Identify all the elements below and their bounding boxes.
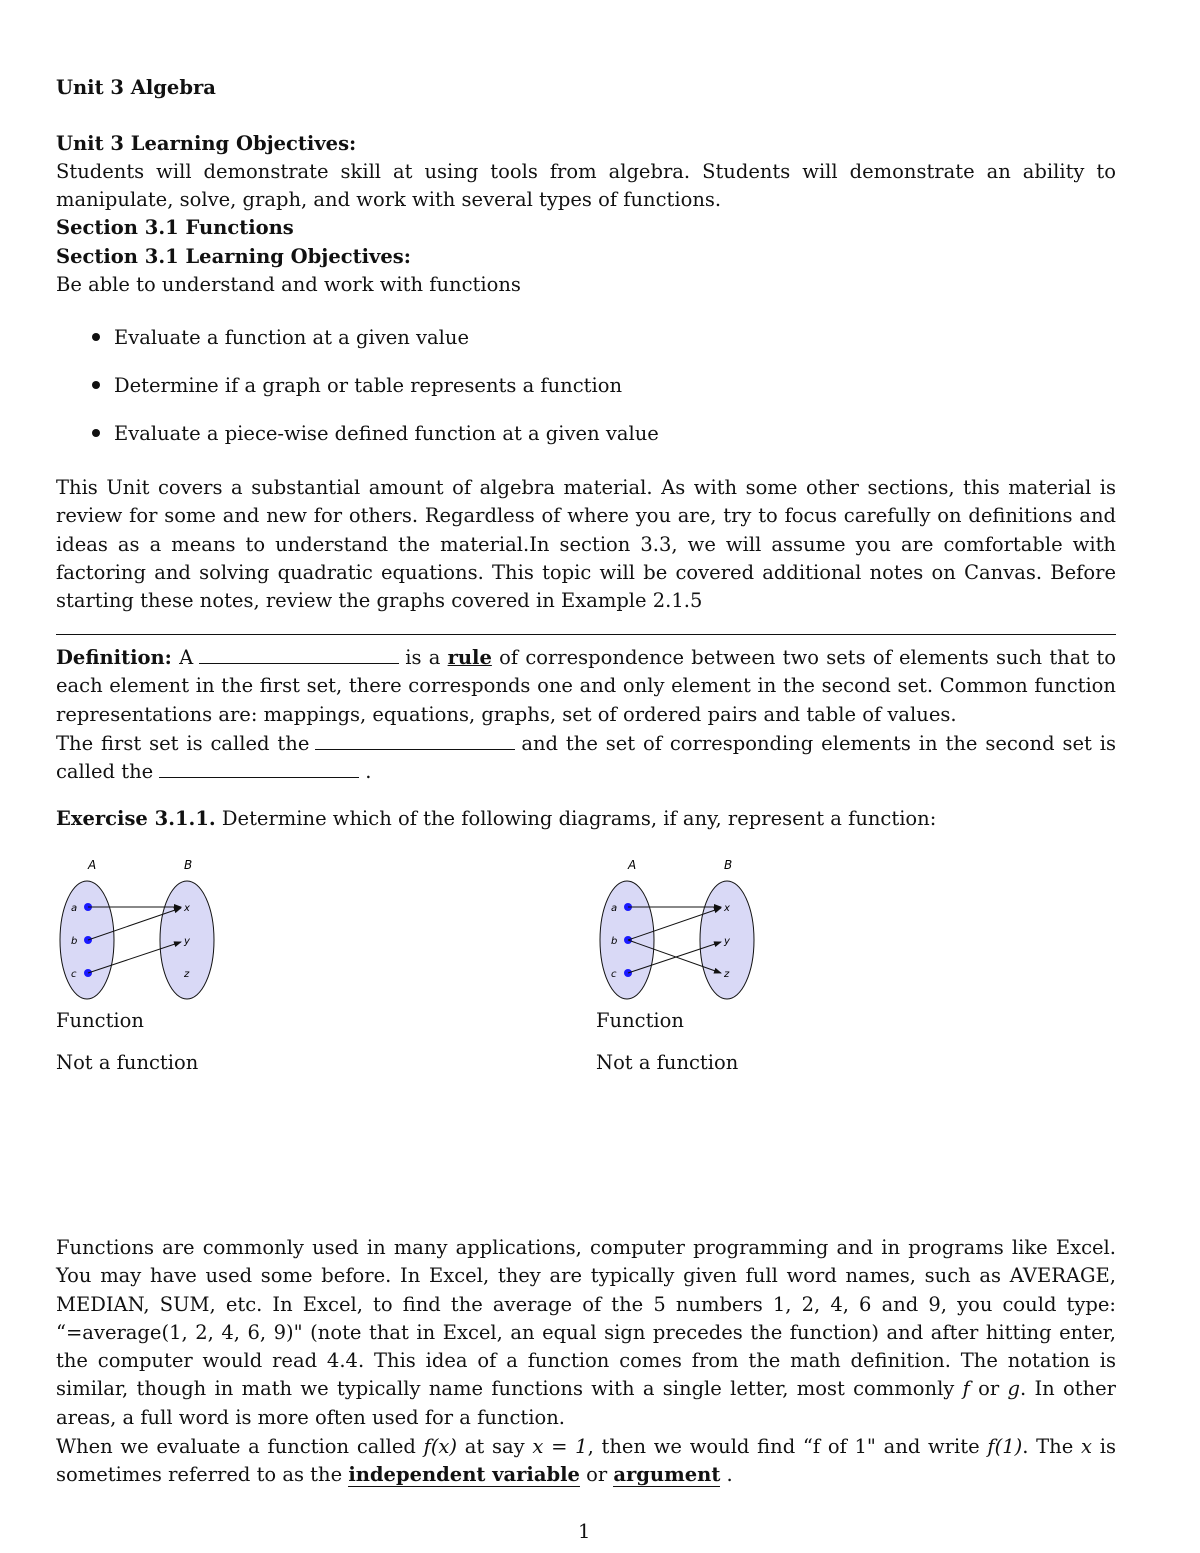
section-objectives-intro: Be able to understand and work with functions [56,273,521,296]
argument-term: argument [613,1463,721,1487]
definition-called-line: called the . [56,760,372,783]
codomain-element: y [184,936,190,947]
codomain-element: x [184,903,190,914]
set-b-label: B [184,858,193,872]
definition-blank-range[interactable] [159,759,359,778]
diagram-1-option-function[interactable]: Function [56,1009,144,1032]
mapping-diagram-2 [596,852,766,1002]
definition-blank-domain[interactable] [315,731,515,750]
unit-objectives-line1: Students will demonstrate skill at using tools from algebra. Students will demonstrate an ability to [56,160,1116,183]
divider [56,634,1116,635]
unit-objectives-heading: Unit 3 Learning Objectives: [56,132,357,155]
intro-paragraph: This Unit covers a substantial amount of algebra material. As with some other sections, this material is review for some and new for others. Regardless of where you are, try to focus carefully on definitions and ideas as a means to understand the material.In section 3.3, we will assume you are comfortable with factoring and solving quadratic equations. This topic will be covered additional notes on Canvas. Before starting these notes, review the graphs covered in Example 2.1.5 [56,476,1116,613]
domain-element: a [71,903,78,914]
evaluation-paragraph: When we evaluate a function called f(x) at say x = 1, then we would find “f of 1" and write f(1). The x is sometimes referred to as the independent variable or argument . [56,1435,1117,1487]
domain-element: b [71,936,78,947]
unit-objectives-line2: manipulate, solve, graph, and work with several types of functions. [56,188,722,211]
bullet-icon [92,381,100,389]
unit-title: Unit 3 Algebra [56,76,216,99]
diagram-2-option-not-function[interactable]: Not a function [596,1051,739,1074]
page-number: 1 [578,1520,591,1543]
section-objectives-heading: Section 3.1 Learning Objectives: [56,245,411,268]
codomain-element: z [184,969,190,980]
bullet-icon [92,333,100,341]
definition-block: Definition: A is a rule of correspondence between two sets of elements such that to each element in the first set, there corresponds one and only element in the second set. Common function representations are: mappings, equations, graphs, set of ordered pairs and table of values. [56,646,1116,726]
rule-term: rule [447,646,492,669]
domain-element: b [611,936,618,947]
definition-blank-function[interactable] [199,645,399,664]
list-item: Evaluate a piece-wise defined function at a given value [92,420,659,448]
set-a-label: A [88,858,97,872]
diagram-2-option-function[interactable]: Function [596,1009,684,1032]
exercise-line: Exercise 3.1.1. Determine which of the following diagrams, if any, represent a function: [56,807,937,830]
mapping-diagram-1 [56,852,226,1002]
independent-variable-term: independent variable [348,1463,580,1487]
bullet-icon [92,429,100,437]
section-title: Section 3.1 Functions [56,216,294,239]
list-item: Evaluate a function at a given value [92,324,469,352]
domain-element: c [71,969,77,980]
list-item: Determine if a graph or table represents a function [92,372,622,400]
definition-sets-line: The first set is called the and the set of corresponding elements in the second set is [56,732,1116,755]
set-a-label: A [628,858,637,872]
diagram-1-option-not-function[interactable]: Not a function [56,1051,199,1074]
set-b-label: B [724,858,733,872]
codomain-element: x [724,903,730,914]
applications-paragraph: Functions are commonly used in many applications, computer programming and in programs like Excel. You may have used some before. In Excel, they are typically given full word names, such as AVERAGE, MEDIAN, SUM, etc. In Excel, to find the average of the 5 numbers 1, 2, 4, 6 and 9, you could type: “=average(1, 2, 4, 6, 9)" (note that in Excel, an equal sign precedes the function) and after hitting enter, the computer would read 4.4. This idea of a function comes from the math definition. The notation is similar, though in math we typically name functions with a single letter, most commonly f or g. In other areas, a full word is more often used for a function. [56,1236,1116,1429]
codomain-element: z [724,969,730,980]
domain-element: c [611,969,617,980]
domain-element: a [611,903,618,914]
codomain-element: y [724,936,730,947]
